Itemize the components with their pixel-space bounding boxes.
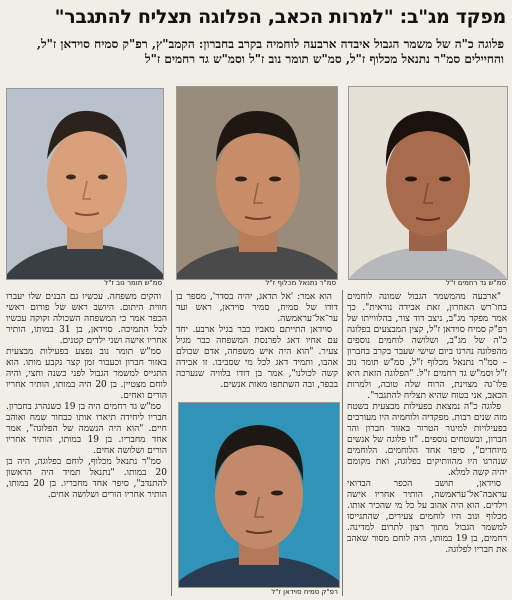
column-divider: [171, 290, 172, 596]
caption-photo-right: סמ"ש גד רחמים ז"ל: [446, 279, 506, 287]
paragraph: סמ"ר נתנאל מכלוף, לוחם בפלוגה, היה בן 20 במותו. "נתנאל תמיד היה הראשון להתנדב", סיפר אחד מחבריו. בן 20 במותו, הותיר אחריו הורים ושלושה אחים.: [6, 457, 167, 500]
caption-photo-middle: סמ"ר נתנאל מכלוף ז"ל: [265, 279, 336, 287]
portrait-image: [7, 89, 163, 279]
paragraph: סוידאן התייתם מאביו כבר בגיל ארבע. יחד עם אחיו דאג לפרנסת המשפחה כבר מגיל צעיר. "הוא היה איש משפחה, אדם שכולם אהבו, ותמיד דאג לכל מי שסביבו. זו אבידה קשה לכולנו", אמר בן דודו בלוויה שנערכה בכפר, ובה השתתפו מאות אנשים.: [176, 325, 338, 390]
portrait-image: [177, 87, 337, 279]
portrait-image: [179, 403, 339, 587]
paragraph: סמ"ש גד רחמים היה בן 19 כשנהרג בחברון. חבריו ליחידה תיארו אותו כבחור שמח ואוהב חיים. "הוא היה הנשמה של הפלוגה", אמר אחד מחבריו. בן 19 במותו, הותיר אחריו הורים ושלושה אחים.: [6, 402, 167, 456]
photo-tomer-nov: [6, 88, 164, 280]
column-divider: [342, 290, 343, 596]
article-column-center: [176, 292, 338, 398]
portrait-image: [349, 87, 507, 279]
headline: מפקד מג"ב: "למרות הכאב, הפלוגה תצליח להתגבר": [54, 6, 506, 28]
photo-samih-sweidan: [178, 402, 340, 588]
paragraph: והקים משפחה. עכשיו גם הבנים שלו יעברו חווית היתום. היושב ראש של פורום ראשי הכפר אמר כי המשפחה השכולה זקוקה עכשיו לכל התמיכה. סוידאן, בן 31 במותו, הותיר אחריו אישה ושני ילדים קטנים.: [6, 292, 167, 346]
article-column-right: [347, 292, 507, 596]
paragraph: סוידאן, תושב הכפר הבדואי עראבה־אל־עראמשה, הותיר אחריו אישה וילדים. הוא היה אהוב על כל מי שהכיר אותו. מכלוף ונוב היו לוחמים צעירים, שהתגייסו למשמר הגבול מתוך רצון לתרום למדינה. רחמים, בן 19 במותו, היה לוחם מסור שאהב את חבריו לפלוגה.: [347, 479, 507, 555]
caption-photo-left: סמ"ש תומר נוב ז"ל: [104, 279, 162, 287]
paragraph: סמ"ש תומר נוב נפצע בפעילות מבצעית באזור חברון וכעבור זמן קצר נקבע מותו. הוא התגייס למשמר הגבול לפני כשנה וחצי, והיה לוחם מצטיין. בן 20 היה במותו, הותיר אחריו הורים ואחים.: [6, 347, 167, 401]
caption-photo-bottom: רפ"ק סמיח סוידאן ז"ל: [271, 588, 338, 596]
lead-paragraph: פלוגה כ"ה של משמר הגבול איבדה ארבעה לוחמיה בקרב בחברון: הקמב"ץ, רפ"ק סמיח סוידאן ז"ל, והחיילים סמ"ר נתנאל מכלוף ז"ל, סמ"ש תומר נוב ז"ל וסמ"ש גד רחמים ז"ל: [36, 37, 504, 66]
paragraph: "ארבעה מהמשמר הגבול שמונה לוחמים בחו־רש האחרון, זאת אבידה נוראית". כך אמר מפקד מג"ב, ניצב דוד צור, בהלווייתו של רפ"ק סמיח סוידאן ז"ל, קצין המבצעים בפלוגה כ"ה של מג"ב, ושלושה לוחמים נוספים מהפלוגה נהרגו ביום שישי שעבר בקרב בחברון – סמ"ר נתנאל מכלוף ז"ל, סמ"ש תומר נוב ז"ל וסמ"ש גד רחמים ז"ל. "הפלוגה הזאת היא פלו־גה מצוינת, הרוח שלה טובה, ולמרות הכאב, אני בטוח שהיא תצליח להתגבר".: [347, 292, 507, 401]
photo-netanel-makhlouf: [176, 86, 338, 280]
paragraph: פלוגה כ"ה נמצאת בפעילות מבצעית בשטח מזה שנים רבות. מפקדיה ולוחמיה היו מעורבים בפעילויות למיגור הטרור באזור חברון והר חברון, ובשטחים נוספים. "זו פלוגה של אנשים מיוחדים", סיפר אחד הלוחמים. הלוחמים שנהרגו היו מהוותיקים בפלוגה, ואת מקומם יהיה קשה למלא.: [347, 402, 507, 478]
paragraph: הוא אמר: 'אל תדאג, יהיה בסדר', מספר בן דודו של סמיח, סמיר סוידאן, ראש ועד ער־אל־עראמשה.: [176, 292, 338, 324]
photo-gad-rahamim: [348, 86, 508, 280]
article-column-left: [6, 292, 167, 596]
